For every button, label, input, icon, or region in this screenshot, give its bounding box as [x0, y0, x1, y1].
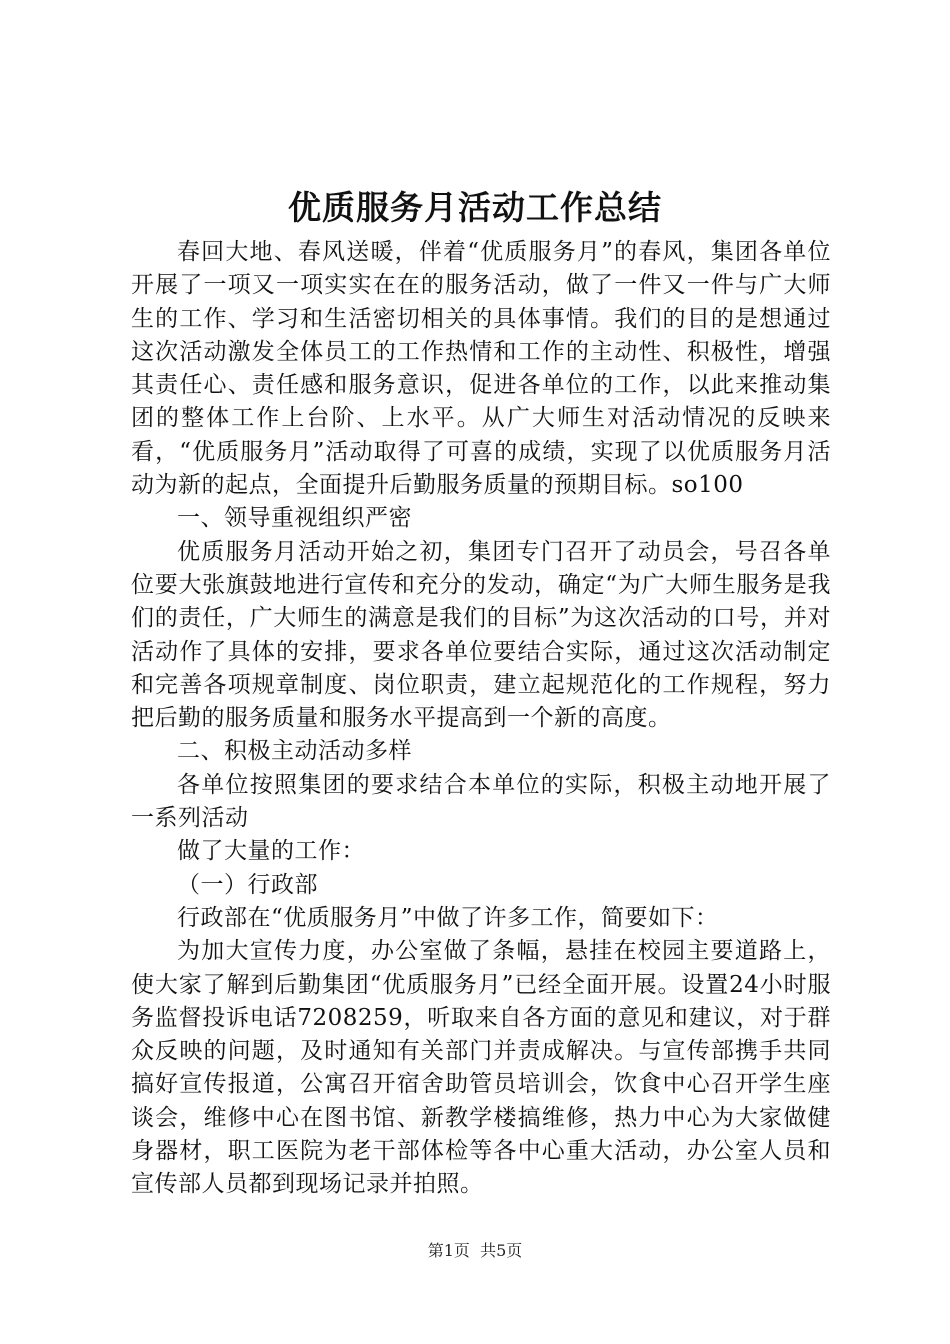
document-body [131, 236, 831, 1202]
paragraph-admin-intro: 行政部在“优质服务月”中做了许多工作，简要如下： [177, 904, 719, 931]
document-title: 优质服务月活动工作总结 [288, 188, 662, 227]
section-heading-2: 二、积极主动活动多样 [177, 738, 412, 765]
section-heading-1: 一、领导重视组织严密 [177, 505, 412, 532]
subsection-heading-admin: （一）行政部 [177, 871, 318, 898]
paragraph-intro: 春回大地、春风送暖，伴着“优质服务月”的春风，集团各单位开展了一项又一项实实在在的服务活动，做了一件又一件与广大师生的工作、学习和生活密切相关的具体事情。我们的目的是想通过这次活动激发全体员工的工作热情和工作的主动性、积极性，增强其责任心、责任感和服务意识，促进各单位的工作，以此来推动集团的整体工作上台阶、上水平。从广大师生对活动情况的反映来看，“优质服务月”活动取得了可喜的成绩，实现了以优质服务月活动为新的起点，全面提升后勤服务质量的预期目标。so100 [131, 239, 831, 499]
page-footer [0, 1241, 950, 1261]
paragraph-section-1: 优质服务月活动开始之初，集团专门召开了动员会，号召各单位要大张旗鼓地进行宣传和充分的发动，确定“为广大师生服务是我们的责任，广大师生的满意是我们的目标”为这次活动的口号，并对活动作了具体的安排，要求各单位要结合实际，通过这次活动制定和完善各项规章制度、岗位职责，建立起规范化的工作规程，努力把后勤的服务质量和服务水平提高到一个新的高度。 [131, 538, 831, 732]
paragraph-work-done: 做了大量的工作： [177, 838, 365, 865]
page-number: 第1页 共5页 [427, 1241, 523, 1260]
paragraph-section-2: 各单位按照集团的要求结合本单位的实际，积极主动地开展了一系列活动 [131, 771, 831, 832]
paragraph-admin-details: 为加大宣传力度，办公室做了条幅，悬挂在校园主要道路上，使大家了解到后勤集团“优质服务月”已经全面开展。设置24小时服务监督投诉电话7208259，听取来自各方面的意见和建议，对于群众反映的问题，及时通知有关部门并责成解决。与宣传部携手共同搞好宣传报道，公寓召开宿舍助管员培训会，饮食中心召开学生座谈会，维修中心在图书馆、新教学楼搞维修，热力中心为大家做健身器材，职工医院为老干部体检等各中心重大活动，办公室人员和宣传部人员都到现场记录并拍照。 [131, 938, 831, 1198]
